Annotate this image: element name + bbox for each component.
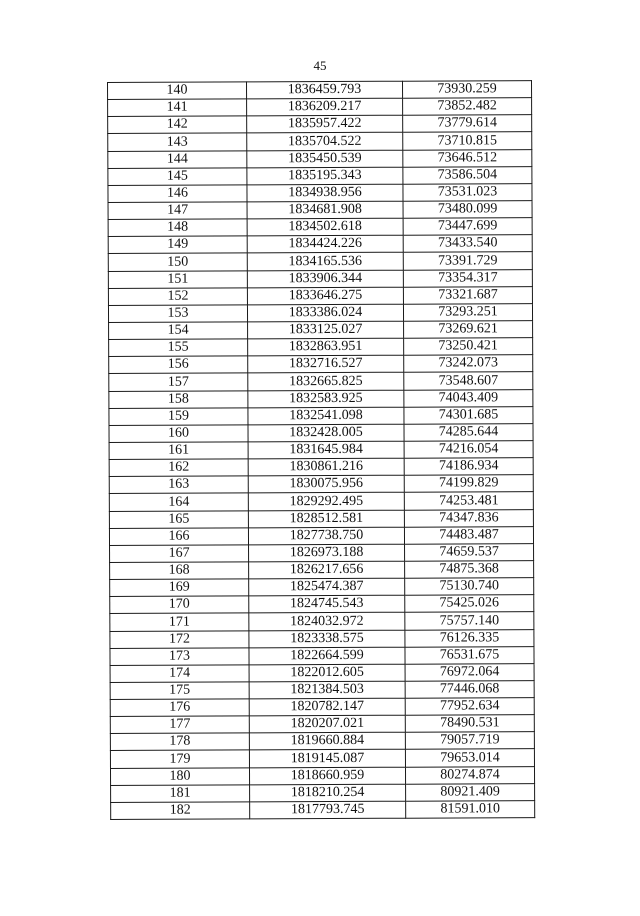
table-row bbox=[108, 269, 532, 288]
point-number-cell: 144 bbox=[108, 150, 247, 168]
page-number: 45 bbox=[313, 58, 327, 73]
table-row bbox=[109, 492, 533, 511]
table-row bbox=[109, 389, 533, 408]
y-coordinate-cell: 73269.621 bbox=[404, 321, 533, 339]
table-row bbox=[111, 783, 535, 802]
y-coordinate-cell: 79057.719 bbox=[405, 732, 534, 750]
x-coordinate-cell: 1834681.908 bbox=[247, 201, 403, 219]
point-number-cell: 162 bbox=[109, 459, 248, 477]
x-coordinate-cell: 1832716.527 bbox=[248, 355, 404, 373]
table-row bbox=[108, 166, 532, 185]
x-coordinate-cell: 1818210.254 bbox=[250, 784, 406, 802]
x-coordinate-cell: 1834502.618 bbox=[247, 218, 403, 236]
point-number-cell: 181 bbox=[111, 785, 250, 803]
y-coordinate-cell: 80921.409 bbox=[406, 783, 535, 801]
x-coordinate-cell: 1833386.024 bbox=[247, 304, 403, 322]
point-number-cell: 170 bbox=[110, 596, 249, 614]
y-coordinate-cell: 74301.685 bbox=[404, 406, 533, 424]
table-row bbox=[110, 595, 534, 614]
x-coordinate-cell: 1833646.275 bbox=[247, 287, 403, 305]
table-row bbox=[110, 578, 534, 597]
table-row bbox=[110, 612, 534, 631]
table-row bbox=[109, 526, 533, 545]
point-number-cell: 180 bbox=[110, 768, 249, 786]
point-number-cell: 159 bbox=[109, 408, 248, 426]
table-row bbox=[109, 475, 533, 494]
x-coordinate-cell: 1819660.884 bbox=[249, 733, 405, 751]
table-row bbox=[108, 81, 532, 100]
point-number-cell: 171 bbox=[110, 613, 249, 631]
x-coordinate-cell: 1832541.098 bbox=[248, 407, 404, 425]
x-coordinate-cell: 1823338.575 bbox=[249, 630, 405, 648]
x-coordinate-cell: 1835704.522 bbox=[247, 133, 403, 151]
y-coordinate-cell: 73250.421 bbox=[404, 338, 533, 356]
x-coordinate-cell: 1834165.536 bbox=[247, 253, 403, 271]
table-row bbox=[110, 629, 534, 648]
table-row bbox=[110, 749, 534, 768]
table-row bbox=[109, 458, 533, 477]
table-row bbox=[109, 441, 533, 460]
point-number-cell: 173 bbox=[110, 648, 249, 666]
table-row bbox=[109, 406, 533, 425]
table-row bbox=[110, 732, 534, 751]
table-row bbox=[111, 801, 535, 820]
coordinate-table-body bbox=[108, 81, 535, 820]
point-number-cell: 150 bbox=[108, 253, 247, 271]
point-number-cell: 165 bbox=[109, 510, 248, 528]
x-coordinate-cell: 1826973.188 bbox=[249, 544, 405, 562]
x-coordinate-cell: 1833125.027 bbox=[248, 321, 404, 339]
y-coordinate-cell: 77952.634 bbox=[405, 698, 534, 716]
table-row bbox=[108, 132, 532, 151]
point-number-cell: 163 bbox=[109, 476, 248, 494]
point-number-cell: 147 bbox=[108, 202, 247, 220]
table-row bbox=[108, 218, 532, 237]
y-coordinate-cell: 74285.644 bbox=[404, 423, 533, 441]
y-coordinate-cell: 75425.026 bbox=[405, 595, 534, 613]
y-coordinate-cell: 73433.540 bbox=[403, 235, 532, 253]
point-number-cell: 167 bbox=[110, 545, 249, 563]
x-coordinate-cell: 1822012.605 bbox=[249, 664, 405, 682]
coordinate-table bbox=[107, 80, 535, 820]
point-number-cell: 182 bbox=[111, 802, 250, 820]
y-coordinate-cell: 73930.259 bbox=[402, 81, 531, 99]
x-coordinate-cell: 1820782.147 bbox=[249, 698, 405, 716]
x-coordinate-cell: 1833906.344 bbox=[247, 270, 403, 288]
y-coordinate-cell: 78490.531 bbox=[405, 715, 534, 733]
point-number-cell: 152 bbox=[108, 288, 247, 306]
y-coordinate-cell: 74659.537 bbox=[405, 543, 534, 561]
x-coordinate-cell: 1835957.422 bbox=[247, 115, 403, 133]
x-coordinate-cell: 1830861.216 bbox=[248, 458, 404, 476]
table-row bbox=[108, 303, 532, 322]
point-number-cell: 140 bbox=[108, 82, 247, 100]
y-coordinate-cell: 73293.251 bbox=[403, 303, 532, 321]
table-row bbox=[109, 338, 533, 357]
point-number-cell: 148 bbox=[108, 219, 247, 237]
y-coordinate-cell: 74483.487 bbox=[404, 526, 533, 544]
point-number-cell: 161 bbox=[109, 442, 248, 460]
x-coordinate-cell: 1829292.495 bbox=[248, 493, 404, 511]
y-coordinate-cell: 74043.409 bbox=[404, 389, 533, 407]
point-number-cell: 169 bbox=[110, 579, 249, 597]
table-row bbox=[109, 509, 533, 528]
point-number-cell: 177 bbox=[110, 716, 249, 734]
point-number-cell: 178 bbox=[110, 733, 249, 751]
coordinate-table-container bbox=[107, 80, 534, 820]
point-number-cell: 176 bbox=[110, 699, 249, 717]
y-coordinate-cell: 81591.010 bbox=[406, 801, 535, 819]
table-row bbox=[110, 646, 534, 665]
y-coordinate-cell: 73852.482 bbox=[403, 98, 532, 116]
table-row bbox=[110, 715, 534, 734]
x-coordinate-cell: 1832583.925 bbox=[248, 390, 404, 408]
x-coordinate-cell: 1821384.503 bbox=[249, 681, 405, 699]
point-number-cell: 154 bbox=[109, 322, 248, 340]
x-coordinate-cell: 1818660.959 bbox=[249, 767, 405, 785]
table-row bbox=[110, 543, 534, 562]
y-coordinate-cell: 73321.687 bbox=[403, 286, 532, 304]
x-coordinate-cell: 1826217.656 bbox=[249, 561, 405, 579]
point-number-cell: 160 bbox=[109, 425, 248, 443]
x-coordinate-cell: 1835450.539 bbox=[247, 150, 403, 168]
y-coordinate-cell: 74216.054 bbox=[404, 441, 533, 459]
table-row bbox=[110, 698, 534, 717]
point-number-cell: 153 bbox=[108, 305, 247, 323]
point-number-cell: 179 bbox=[110, 750, 249, 768]
point-number-cell: 168 bbox=[110, 562, 249, 580]
y-coordinate-cell: 74186.934 bbox=[404, 458, 533, 476]
y-coordinate-cell: 73710.815 bbox=[403, 132, 532, 150]
point-number-cell: 145 bbox=[108, 168, 247, 186]
point-number-cell: 175 bbox=[110, 682, 249, 700]
x-coordinate-cell: 1836209.217 bbox=[247, 98, 403, 116]
table-row bbox=[109, 372, 533, 391]
table-row bbox=[108, 149, 532, 168]
y-coordinate-cell: 74199.829 bbox=[404, 475, 533, 493]
x-coordinate-cell: 1832665.825 bbox=[248, 373, 404, 391]
x-coordinate-cell: 1820207.021 bbox=[249, 715, 405, 733]
x-coordinate-cell: 1832863.951 bbox=[248, 338, 404, 356]
x-coordinate-cell: 1825474.387 bbox=[249, 578, 405, 596]
y-coordinate-cell: 73242.073 bbox=[404, 355, 533, 373]
table-row bbox=[108, 201, 532, 220]
table-row bbox=[110, 663, 534, 682]
y-coordinate-cell: 76126.335 bbox=[405, 629, 534, 647]
x-coordinate-cell: 1824032.972 bbox=[249, 613, 405, 631]
y-coordinate-cell: 75757.140 bbox=[405, 612, 534, 630]
y-coordinate-cell: 79653.014 bbox=[405, 749, 534, 767]
x-coordinate-cell: 1827738.750 bbox=[248, 527, 404, 545]
y-coordinate-cell: 80274.874 bbox=[405, 766, 534, 784]
point-number-cell: 174 bbox=[110, 665, 249, 683]
table-row bbox=[108, 98, 532, 117]
x-coordinate-cell: 1817793.745 bbox=[250, 801, 406, 819]
x-coordinate-cell: 1824745.543 bbox=[249, 595, 405, 613]
table-row bbox=[110, 766, 534, 785]
table-row bbox=[110, 561, 534, 580]
point-number-cell: 149 bbox=[108, 236, 247, 254]
y-coordinate-cell: 74347.836 bbox=[404, 509, 533, 527]
table-row bbox=[109, 355, 533, 374]
table-row bbox=[108, 252, 532, 271]
table-row bbox=[110, 681, 534, 700]
y-coordinate-cell: 73646.512 bbox=[403, 149, 532, 167]
point-number-cell: 156 bbox=[109, 356, 248, 374]
x-coordinate-cell: 1832428.005 bbox=[248, 424, 404, 442]
x-coordinate-cell: 1822664.599 bbox=[249, 647, 405, 665]
point-number-cell: 142 bbox=[108, 116, 247, 134]
point-number-cell: 141 bbox=[108, 99, 247, 117]
y-coordinate-cell: 73354.317 bbox=[403, 269, 532, 287]
point-number-cell: 146 bbox=[108, 185, 247, 203]
y-coordinate-cell: 76972.064 bbox=[405, 663, 534, 681]
x-coordinate-cell: 1834938.956 bbox=[247, 184, 403, 202]
point-number-cell: 155 bbox=[109, 339, 248, 357]
point-number-cell: 151 bbox=[108, 270, 247, 288]
y-coordinate-cell: 75130.740 bbox=[405, 578, 534, 596]
y-coordinate-cell: 77446.068 bbox=[405, 681, 534, 699]
point-number-cell: 166 bbox=[109, 528, 248, 546]
table-row bbox=[108, 235, 532, 254]
point-number-cell: 158 bbox=[109, 390, 248, 408]
y-coordinate-cell: 73548.607 bbox=[404, 372, 533, 390]
x-coordinate-cell: 1836459.793 bbox=[247, 81, 403, 99]
point-number-cell: 172 bbox=[110, 630, 249, 648]
table-row bbox=[108, 183, 532, 202]
point-number-cell: 157 bbox=[109, 373, 248, 391]
x-coordinate-cell: 1834424.226 bbox=[247, 235, 403, 253]
x-coordinate-cell: 1831645.984 bbox=[248, 441, 404, 459]
y-coordinate-cell: 73447.699 bbox=[403, 218, 532, 236]
table-row bbox=[109, 321, 533, 340]
point-number-cell: 164 bbox=[109, 493, 248, 511]
x-coordinate-cell: 1835195.343 bbox=[247, 167, 403, 185]
point-number-cell: 143 bbox=[108, 133, 247, 151]
y-coordinate-cell: 73480.099 bbox=[403, 201, 532, 219]
table-row bbox=[109, 423, 533, 442]
x-coordinate-cell: 1830075.956 bbox=[248, 475, 404, 493]
table-row bbox=[108, 286, 532, 305]
y-coordinate-cell: 73391.729 bbox=[403, 252, 532, 270]
y-coordinate-cell: 73779.614 bbox=[403, 115, 532, 133]
x-coordinate-cell: 1819145.087 bbox=[249, 750, 405, 768]
x-coordinate-cell: 1828512.581 bbox=[248, 510, 404, 528]
y-coordinate-cell: 74875.368 bbox=[405, 561, 534, 579]
y-coordinate-cell: 73586.504 bbox=[403, 166, 532, 184]
y-coordinate-cell: 76531.675 bbox=[405, 646, 534, 664]
table-row bbox=[108, 115, 532, 134]
y-coordinate-cell: 73531.023 bbox=[403, 183, 532, 201]
y-coordinate-cell: 74253.481 bbox=[404, 492, 533, 510]
